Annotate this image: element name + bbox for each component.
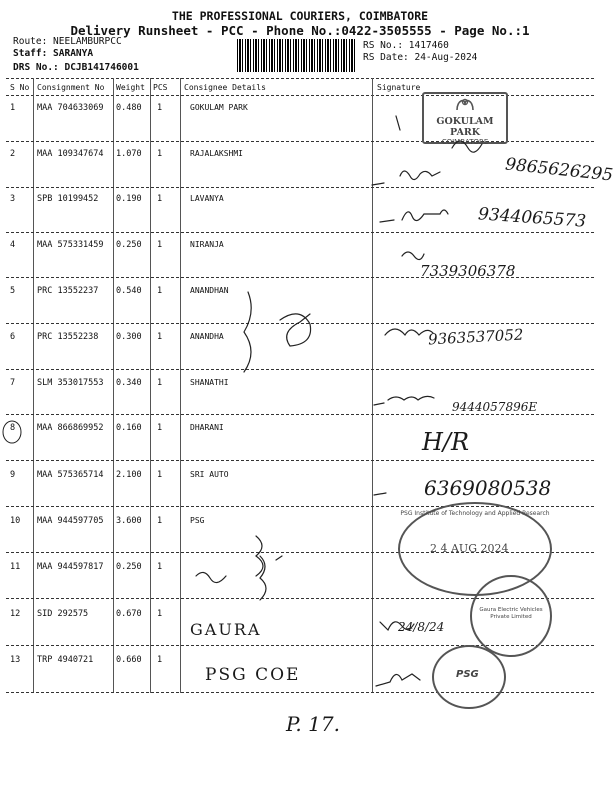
rs-date: RS Date: 24-Aug-2024: [363, 52, 478, 63]
handwritten-date: 24/8/24: [398, 620, 445, 634]
sno: 4: [10, 240, 16, 250]
pcs: 1: [157, 149, 163, 159]
weight: 0.340: [116, 378, 142, 388]
company-title: THE PROFESSIONAL COURIERS, COIMBATORE: [171, 9, 429, 23]
signature-1: [396, 116, 400, 130]
weight: 0.670: [116, 609, 142, 619]
sno: 11: [10, 562, 21, 572]
weight: 0.660: [116, 655, 142, 665]
runsheet-subtitle: Delivery Runsheet - PCC - Phone No.:0422-3505555 - Page No.:1: [70, 23, 530, 38]
handwritten-mark: H/R: [422, 428, 470, 456]
consignment-no: PRC 13552238: [37, 332, 99, 342]
pcs: 1: [157, 470, 163, 480]
consignee: SHANATHI: [190, 378, 229, 387]
sno: 6: [10, 332, 16, 342]
pcs: 1: [157, 103, 163, 113]
sno: 12: [10, 609, 21, 619]
sno: 10: [10, 516, 21, 526]
pcs: 1: [157, 609, 163, 619]
sno: 1: [10, 103, 16, 113]
consignee: PSG: [190, 516, 205, 525]
consignee: SRI AUTO: [190, 470, 229, 479]
stamp-subtext: COIMBATORE: [441, 138, 489, 146]
col-header-consignee: Consignee Details: [184, 83, 266, 92]
consignment-no: SPB 10199452: [37, 194, 99, 204]
row-8-circle-mark: [3, 421, 21, 443]
signature-5: [280, 314, 311, 346]
weight: 0.250: [116, 240, 142, 250]
sno: 3: [10, 194, 16, 204]
pcs: 1: [157, 194, 163, 204]
consignment-no: SLM 353017553: [37, 378, 104, 388]
stamp-text: PSG: [456, 669, 479, 680]
signature-6: [385, 329, 433, 335]
pcs: 1: [157, 562, 163, 572]
signature-11: [196, 572, 226, 582]
sno: 5: [10, 286, 16, 296]
col-header-weight: Weight: [116, 83, 145, 92]
consignment-no: MAA 575331459: [37, 240, 104, 250]
sno: 13: [10, 655, 21, 665]
rs-number: RS No.: 1417460: [363, 40, 449, 51]
sno: 8: [10, 423, 16, 433]
signature-9: [374, 493, 386, 495]
col-header-sno: S No: [10, 83, 30, 92]
handwritten-phone: 9363537052: [427, 325, 524, 349]
handwritten-phone: 6369080538: [424, 476, 552, 500]
consignment-no: MAA 866869952: [37, 423, 104, 433]
consignee: ANANDHA: [190, 332, 224, 341]
consignment-no: MAA 944597705: [37, 516, 104, 526]
stamp-date: 2 4 AUG 2024: [430, 542, 509, 555]
signature-11: [260, 556, 282, 600]
sno: 7: [10, 378, 16, 388]
handwritten-phone: 7339306378: [420, 262, 516, 280]
consignment-no: MAA 704633069: [37, 103, 104, 113]
consignee: GOKULAM PARK: [190, 103, 248, 112]
consignment-no: MAA 944597817: [37, 562, 104, 572]
stamp-text: Gaura Electric Vehicles Private Limited: [479, 607, 543, 620]
weight: 3.600: [116, 516, 142, 526]
handwritten-phone: 9444057896E: [452, 400, 538, 414]
consignment-no: TRP 4940721: [37, 655, 94, 665]
consignee: DHARANI: [190, 423, 224, 432]
weight: 0.190: [116, 194, 142, 204]
pcs: 1: [157, 240, 163, 250]
consignment-no: SID 292575: [37, 609, 89, 619]
col-header-pcs: PCS: [153, 83, 168, 92]
signature-3: [380, 210, 448, 222]
pcs: 1: [157, 332, 163, 342]
consignee: ANANDHAN: [190, 286, 229, 295]
weight: 0.300: [116, 332, 142, 342]
weight: 0.250: [116, 562, 142, 572]
signature-2: [372, 171, 440, 185]
pcs: 1: [157, 378, 163, 388]
handwritten-note: PSG COE: [205, 665, 301, 685]
signature-12: [380, 622, 414, 630]
stamp-ring-text: PSG Institute of Technology and Applied Research: [400, 510, 550, 517]
signature-5: [244, 292, 251, 372]
route: Route: NEELAMBURPCC: [13, 36, 122, 47]
pcs: 1: [157, 516, 163, 526]
pcs: 1: [157, 655, 163, 665]
sno: 2: [10, 149, 16, 159]
weight: 0.160: [116, 423, 142, 433]
staff: Staff: SARANYA: [13, 48, 94, 59]
pcs: 1: [157, 423, 163, 433]
consignee: NIRANJA: [190, 240, 224, 249]
weight: 2.100: [116, 470, 142, 480]
consignment-no: MAA 109347674: [37, 149, 104, 159]
drs-number: DRS No.: DCJB141746001: [13, 62, 139, 73]
signature-1: [452, 141, 482, 152]
col-header-consignment: Consignment No: [37, 83, 105, 92]
handwritten-phone: 9344065573: [477, 204, 587, 232]
pcs: 1: [157, 286, 163, 296]
weight: 0.480: [116, 103, 142, 113]
stamp-text: GOKULAM PARK: [436, 116, 494, 138]
consignee: LAVANYA: [190, 194, 224, 203]
consignment-no: MAA 575365714: [37, 470, 104, 480]
consignee: RAJALAKSHMI: [190, 149, 243, 158]
weight: 1.070: [116, 149, 142, 159]
sno: 9: [10, 470, 16, 480]
consignment-no: PRC 13552237: [37, 286, 99, 296]
signature-4: [402, 252, 424, 260]
handwritten-footer: P. 17.: [286, 712, 340, 736]
weight: 0.540: [116, 286, 142, 296]
handwritten-note: GAURA: [190, 620, 262, 639]
handwritten-phone: 9865626295: [504, 154, 614, 186]
signature-13: [376, 674, 420, 686]
col-header-signature: Signature: [377, 83, 421, 92]
signature-7: [374, 396, 434, 405]
